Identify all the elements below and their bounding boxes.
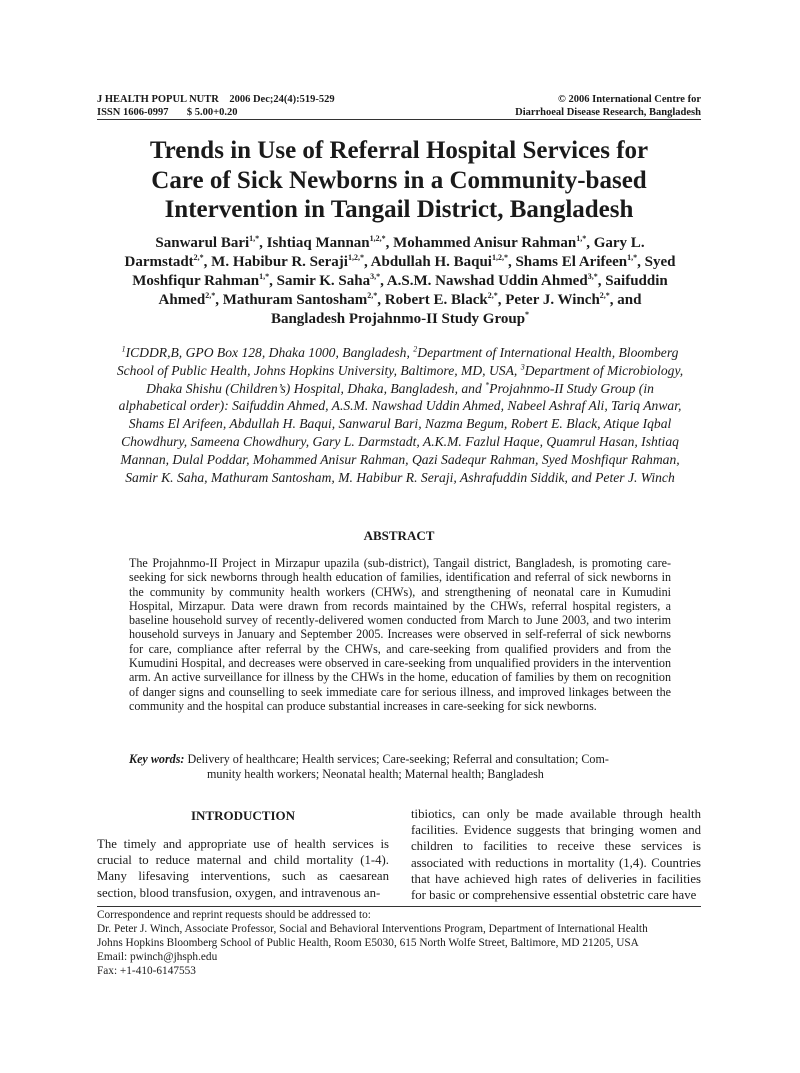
author-name: M. Habibur R. Seraji bbox=[211, 254, 348, 270]
author bbox=[267, 235, 386, 251]
copyright-line-1: © 2006 International Centre for bbox=[558, 94, 701, 105]
footnote-line-2: Dr. Peter J. Winch, Associate Professor, Social and Behavioral Interventions Program, Department of International Health bbox=[97, 922, 648, 935]
author-name: Peter J. Winch bbox=[505, 292, 600, 308]
author bbox=[385, 292, 498, 308]
author-name: Sanwarul Bari bbox=[155, 235, 250, 251]
author bbox=[505, 292, 610, 308]
introduction-heading: INTRODUCTION bbox=[190, 808, 295, 823]
affil-marker-1: 1 bbox=[121, 344, 126, 354]
author bbox=[155, 235, 259, 251]
author-name: Samir K. Saha bbox=[276, 273, 371, 289]
abstract-text: The Projahnmo-II Project in Mirzapur upazila (sub-district), Tangail district, Bangladesh, is promoting care-seeking for sick newborns through health education of families, identification and referral of sick newborns in the community by community health workers (CHWs), and strengthening of neonatal care in Kumudini Hospital, Mirzapur. Data were drawn from records maintained by the CHWs, referral hospital registers, a baseline household survey of recently-delivered women conducted from March to June 2003, and two interim household surveys in January and September 2005. Increases were observed in self-referral of sick newborns for care, compliance after referral by the CHWs, and care-seeking from qualified providers and from the Kumudini Hospital, and decreases were observed in care-seeking from unqualified providers in the intervention arm. An active surveillance for illness by the CHWs in the home, education of families by them on recognition of danger signs and counselling to seek immediate care for serious illness, and improved linkages between the community and the hospital can produce substantial increases in care-seeking for sick newborns. bbox=[129, 556, 671, 713]
author-affiliation-marker: 1,* bbox=[627, 253, 638, 262]
author-name: Abdullah H. Baqui bbox=[370, 254, 492, 270]
affiliation-1: ICDDR,B, GPO Box 128, Dhaka 1000, Bangladesh, bbox=[125, 345, 414, 360]
author-name: Robert E. Black bbox=[384, 292, 488, 308]
keywords-line-2: munity health workers; Neonatal health; Maternal health; Bangladesh bbox=[207, 767, 544, 781]
copyright-notice bbox=[515, 93, 701, 119]
author-affiliation-marker: 1,2,* bbox=[491, 253, 508, 262]
author bbox=[371, 254, 508, 270]
affil-marker-3: 3 bbox=[520, 362, 525, 372]
author-affiliation-marker: 1,2,* bbox=[369, 234, 386, 243]
introduction-right-column: tibiotics, can only be made available through health facilities. Evidence suggests that bringing women and children to facilities to receive these services is associated with reductions in mortality (1,4). Countries that have achieved high rates of deliveries in facilities for basic or comprehensive essential obstetric care have bbox=[411, 807, 701, 903]
affiliation-2: Department of International Health, Bloomberg School of Public Health, Johns Hopkins University, Baltimore, MD, USA, bbox=[116, 345, 679, 378]
author-affiliation-marker: 1,* bbox=[249, 234, 260, 243]
author-affiliation-marker: * bbox=[525, 310, 530, 319]
keywords-colon: : bbox=[180, 752, 185, 766]
author-list: Sanwarul Bari$^{1,*}$, Ishtiaq Mannan$^{1,2,*}$, Mohammed Anisur Rahman$^{1,*}$, Gary L. Darmstadt$^{2,*}$, M. Habibur R. Seraji$^{1,2,*}$, Abdullah H. Baqui$^{1,2,*}$, Shams El Arifeen$^{1,*}$, Syed Moshfiqur Rahman$^{1,*}$, Samir K. Saha$^{3,*}$, A.S.M. Nawshad Uddin Ahmed$^{3,*}$, Saifuddin Ahmed$^{2,*}$, Mathuram Santosham$^{2,*}$, Robert E. Black$^{2,*}$, Peter J. Winch$^{2,*}$, and Bangladesh Projahnmo-II Study Group* bbox=[124, 234, 676, 327]
title-line-1: Trends in Use of Referral Hospital Services for bbox=[149, 137, 649, 164]
issn-line: ISSN 1606-0997 $ 5.00+0.20 bbox=[97, 107, 238, 118]
affiliation-3: Department of Microbiology, Dhaka Shishu (Children’s) Hospital, Dhaka, Bangladesh, and bbox=[146, 362, 684, 396]
journal-citation bbox=[97, 93, 335, 119]
author-affiliation-marker: 1,* bbox=[259, 272, 270, 281]
author bbox=[515, 254, 637, 270]
journal-line: J HEALTH POPUL NUTR 2006 Dec;24(4):519-529 bbox=[97, 94, 335, 105]
author-affiliation-marker: 2,* bbox=[205, 291, 216, 300]
author-affiliation-marker: 1,* bbox=[576, 234, 587, 243]
author-affiliation-marker: 1,2,* bbox=[347, 253, 364, 262]
affil-marker-2: 2 bbox=[413, 344, 418, 354]
article-title bbox=[97, 136, 701, 225]
copyright-line-2: Diarrhoeal Disease Research, Bangladesh bbox=[515, 107, 701, 118]
header-divider bbox=[97, 119, 701, 120]
author-name: Mathuram Santosham bbox=[222, 292, 368, 308]
footnote-email[interactable]: Email: pwinch@jhsph.edu bbox=[97, 950, 218, 963]
author-affiliation-marker: 2,* bbox=[599, 291, 610, 300]
author-name: and Bangladesh Projahnmo-II Study Group bbox=[270, 292, 642, 327]
author bbox=[277, 273, 381, 289]
affil-marker-star: * bbox=[485, 380, 490, 390]
author-name: Gary L. Darmstadt bbox=[124, 235, 645, 270]
author-name: Mohammed Anisur Rahman bbox=[393, 235, 577, 251]
keywords-label: Key words bbox=[129, 752, 181, 766]
affiliations bbox=[112, 344, 688, 486]
author-name: Saifuddin Ahmed bbox=[158, 273, 668, 308]
footnote-line-1: Correspondence and reprint requests should be addressed to: bbox=[97, 909, 371, 921]
keywords-line-1: Delivery of healthcare; Health services; Care-seeking; Referral and consultation; Com- bbox=[187, 752, 609, 766]
author-affiliation-marker: 2,* bbox=[193, 253, 204, 262]
author bbox=[223, 292, 378, 308]
footnote-fax: Fax: +1-410-6147553 bbox=[97, 964, 196, 977]
author-affiliation-marker: 2,* bbox=[367, 291, 378, 300]
author-affiliation-marker: 2,* bbox=[487, 291, 498, 300]
footnote-line-3: Johns Hopkins Bloomberg School of Public Health, Room E5030, 615 North Wolfe Street, Baltimore, MD 21205, USA bbox=[97, 936, 639, 949]
author bbox=[211, 254, 364, 270]
keywords bbox=[129, 752, 671, 782]
abstract-heading: ABSTRACT bbox=[363, 528, 435, 543]
correspondence-footnote bbox=[97, 909, 707, 979]
author-name: Ishtiaq Mannan bbox=[266, 235, 370, 251]
footnote-divider bbox=[97, 906, 701, 907]
author bbox=[387, 273, 598, 289]
title-line-2: Care of Sick Newborns in a Community-based bbox=[151, 166, 647, 194]
introduction-left-column: The timely and appropriate use of health services is crucial to reduce maternal and child mortality (1-4). Many lifesaving interventions, such as caesarean section, blood transfusion, oxygen, and intravenous an- bbox=[97, 837, 389, 900]
author bbox=[393, 235, 586, 251]
author-affiliation-marker: 3,* bbox=[370, 272, 381, 281]
author-name: Shams El Arifeen bbox=[515, 254, 628, 270]
study-group-members: Projahnmo-II Study Group (in alphabetical order): Saifuddin Ahmed, A.S.M. Nawshad Uddin Ahmed, Nabeel Ashraf Ali, Tariq Anwar, Shams El Arifeen, Abdullah H. Baqui, Sanwarul Bari, Nazma Begum, Robert E. Black, Atique Iqbal Chowdhury, Sameena Chowdhury, Gary L. Darmstadt, A.K.M. Fazlul Haque, Quamrul Hasan, Ishtiaq Mannan, Dulal Poddar, Mohammed Anisur Rahman, Qazi Sadequr Rahman, Syed Moshfiqur Rahman, Samir K. Saha, Mathuram Santosham, M. Habibur R. Seraji, Ashrafuddin Siddik, and Peter J. Winch bbox=[118, 380, 682, 485]
author-name: A.S.M. Nawshad Uddin Ahmed bbox=[386, 273, 588, 289]
author-affiliation-marker: 3,* bbox=[587, 272, 598, 281]
title-line-3: Intervention in Tangail District, Bangladesh bbox=[164, 196, 634, 223]
author-name: Syed Moshfiqur Rahman bbox=[132, 254, 676, 289]
